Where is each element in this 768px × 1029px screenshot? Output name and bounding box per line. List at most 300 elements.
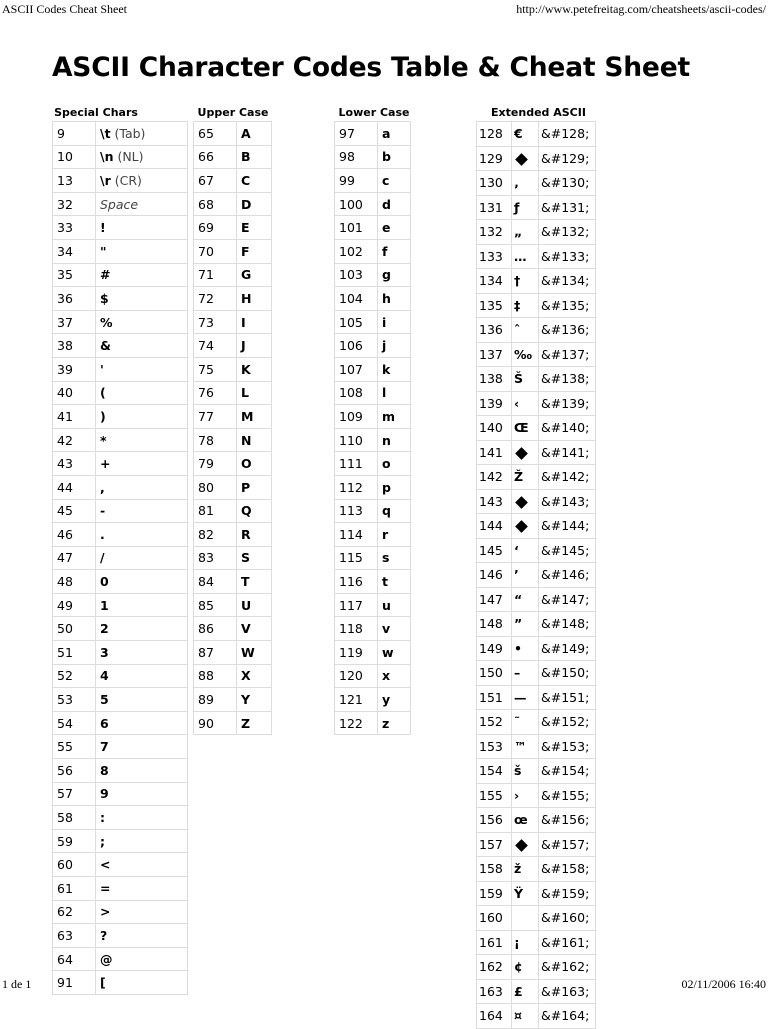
- table-row: [194, 711, 272, 735]
- char-code: 91: [53, 971, 96, 995]
- char-symbol: y: [382, 692, 391, 708]
- char-symbol: \t: [100, 125, 111, 141]
- char-symbol: H: [241, 290, 252, 306]
- char-glyph: [237, 499, 272, 523]
- char-code: 57: [53, 782, 96, 806]
- html-entity: &#159;: [539, 881, 596, 906]
- table-row: [335, 452, 411, 476]
- table-row: [477, 146, 596, 171]
- char-glyph: [512, 171, 539, 196]
- html-entity: &#153;: [539, 734, 596, 759]
- table-row: [477, 220, 596, 245]
- char-glyph: [237, 546, 272, 570]
- char-glyph: [512, 244, 539, 269]
- table-row: [335, 287, 411, 311]
- table-row: [53, 334, 188, 358]
- char-code: 139: [477, 391, 512, 416]
- char-code: 141: [477, 440, 512, 465]
- char-glyph: [96, 381, 188, 405]
- table-row: [477, 734, 596, 759]
- table-row: [53, 428, 188, 452]
- char-glyph: [512, 857, 539, 882]
- char-symbol: 3: [100, 644, 109, 660]
- char-code: 97: [335, 122, 378, 146]
- char-glyph: [96, 570, 188, 594]
- char-symbol: /: [100, 550, 105, 566]
- char-symbol: 7: [100, 739, 109, 755]
- char-code: 142: [477, 465, 512, 490]
- char-symbol: Œ: [514, 420, 529, 436]
- table-row: [53, 381, 188, 405]
- table-row: [194, 357, 272, 381]
- table-row: [53, 287, 188, 311]
- char-symbol: 6: [100, 715, 109, 731]
- table-row: [477, 832, 596, 857]
- char-symbol: [: [100, 975, 106, 991]
- char-code: 112: [335, 475, 378, 499]
- extended-ascii-table: [476, 121, 596, 1029]
- char-code: 44: [53, 475, 96, 499]
- print-header-url: http://www.petefreitag.com/cheatsheets/ascii-codes/: [516, 2, 766, 16]
- char-glyph: [237, 593, 272, 617]
- char-code: 146: [477, 563, 512, 588]
- char-symbol: 9: [100, 786, 109, 802]
- char-symbol: †: [514, 273, 521, 289]
- char-code: 145: [477, 538, 512, 563]
- char-symbol: x: [382, 668, 391, 684]
- html-entity: &#146;: [539, 563, 596, 588]
- char-glyph: [512, 636, 539, 661]
- char-code: 104: [335, 287, 378, 311]
- table-row: [477, 685, 596, 710]
- char-code: 70: [194, 239, 237, 263]
- table-row: [335, 593, 411, 617]
- table-row: [53, 900, 188, 924]
- char-symbol: Y: [241, 692, 251, 708]
- char-code: 67: [194, 169, 237, 193]
- char-glyph: [378, 216, 411, 240]
- char-code: 13: [53, 169, 96, 193]
- table-row: [477, 563, 596, 588]
- char-glyph: [512, 269, 539, 294]
- char-symbol: X: [241, 668, 251, 684]
- table-row: [477, 710, 596, 735]
- html-entity: &#138;: [539, 367, 596, 392]
- char-symbol: P: [241, 479, 251, 495]
- char-symbol: …: [514, 248, 527, 264]
- char-code: 64: [53, 947, 96, 971]
- char-glyph: [96, 405, 188, 429]
- char-glyph: [237, 475, 272, 499]
- char-glyph: [512, 685, 539, 710]
- char-symbol: U: [241, 597, 252, 613]
- char-code: 77: [194, 405, 237, 429]
- undefined-char-diamond-icon: [515, 496, 528, 509]
- char-code: 100: [335, 192, 378, 216]
- char-glyph: [237, 452, 272, 476]
- char-code: 80: [194, 475, 237, 499]
- char-symbol: w: [382, 644, 394, 660]
- char-glyph: [96, 782, 188, 806]
- html-entity: &#135;: [539, 293, 596, 318]
- html-entity: &#157;: [539, 832, 596, 857]
- char-glyph: [96, 263, 188, 287]
- char-symbol: ¤: [514, 1008, 522, 1024]
- char-symbol: 2: [100, 621, 109, 637]
- char-glyph: [237, 263, 272, 287]
- table-row: [335, 357, 411, 381]
- char-glyph: [237, 405, 272, 429]
- char-symbol: t: [382, 574, 388, 590]
- char-glyph: [512, 440, 539, 465]
- char-code: 120: [335, 664, 378, 688]
- char-code: 51: [53, 641, 96, 665]
- char-symbol: h: [382, 290, 391, 306]
- char-symbol: b: [382, 149, 391, 165]
- char-code: 160: [477, 906, 512, 931]
- table-row: [335, 664, 411, 688]
- table-row: [53, 924, 188, 948]
- char-code: 157: [477, 832, 512, 857]
- char-glyph: [512, 391, 539, 416]
- char-symbol: €: [514, 126, 523, 142]
- char-symbol: „: [514, 224, 523, 240]
- char-glyph: [512, 783, 539, 808]
- char-code: 10: [53, 145, 96, 169]
- char-code: 115: [335, 546, 378, 570]
- html-entity: &#164;: [539, 1004, 596, 1029]
- char-code: 89: [194, 688, 237, 712]
- table-row: [194, 239, 272, 263]
- char-glyph: [378, 334, 411, 358]
- table-row: [194, 546, 272, 570]
- table-row: [477, 195, 596, 220]
- char-symbol: I: [241, 314, 246, 330]
- char-code: 111: [335, 452, 378, 476]
- table-row: [194, 122, 272, 146]
- print-footer-datetime: 02/11/2006 16:40: [681, 977, 766, 991]
- table-row: [477, 171, 596, 196]
- char-glyph: [96, 428, 188, 452]
- char-symbol: Ž: [514, 469, 524, 485]
- html-entity: &#149;: [539, 636, 596, 661]
- char-symbol: o: [382, 456, 391, 472]
- char-glyph: [378, 239, 411, 263]
- char-symbol: ): [100, 408, 106, 424]
- table-row: [335, 523, 411, 547]
- char-code: 45: [53, 499, 96, 523]
- char-code: 52: [53, 664, 96, 688]
- html-entity: &#134;: [539, 269, 596, 294]
- char-symbol: K: [241, 361, 251, 377]
- char-glyph: [512, 832, 539, 857]
- char-code: 87: [194, 641, 237, 665]
- char-glyph: [512, 661, 539, 686]
- char-code: 152: [477, 710, 512, 735]
- table-row: [477, 489, 596, 514]
- char-code: 74: [194, 334, 237, 358]
- char-glyph: [512, 808, 539, 833]
- char-code: 41: [53, 405, 96, 429]
- char-code: 117: [335, 593, 378, 617]
- html-entity: &#139;: [539, 391, 596, 416]
- char-glyph: [96, 853, 188, 877]
- char-glyph: [378, 499, 411, 523]
- char-symbol: ˜: [514, 714, 521, 730]
- char-glyph: [378, 145, 411, 169]
- char-symbol: 5: [100, 692, 109, 708]
- char-symbol: £: [514, 983, 523, 999]
- char-code: 119: [335, 641, 378, 665]
- extended-ascii-heading: Extended ASCII: [491, 106, 586, 119]
- html-entity: &#155;: [539, 783, 596, 808]
- char-glyph: [512, 563, 539, 588]
- table-row: [53, 711, 188, 735]
- char-symbol: ‘: [514, 542, 519, 558]
- html-entity: &#158;: [539, 857, 596, 882]
- table-row: [194, 452, 272, 476]
- char-code: 153: [477, 734, 512, 759]
- char-glyph: [96, 239, 188, 263]
- char-glyph: [237, 310, 272, 334]
- char-symbol: z: [382, 715, 390, 731]
- table-row: [477, 930, 596, 955]
- html-entity: &#161;: [539, 930, 596, 955]
- table-row: [53, 735, 188, 759]
- char-code: 99: [335, 169, 378, 193]
- char-code: 65: [194, 122, 237, 146]
- char-glyph: [96, 122, 188, 146]
- char-symbol: ‹: [514, 395, 520, 411]
- char-note: (Tab): [110, 125, 146, 141]
- char-symbol: q: [382, 503, 391, 519]
- char-glyph: [96, 546, 188, 570]
- char-symbol: V: [241, 621, 251, 637]
- char-glyph: [512, 538, 539, 563]
- char-symbol: ™: [514, 738, 527, 754]
- char-glyph: [378, 546, 411, 570]
- char-code: 102: [335, 239, 378, 263]
- char-code: 144: [477, 514, 512, 539]
- table-row: [194, 169, 272, 193]
- char-symbol: ": [100, 243, 107, 259]
- table-row: [194, 475, 272, 499]
- char-symbol: r: [382, 526, 389, 542]
- table-row: [477, 122, 596, 147]
- char-glyph: [96, 947, 188, 971]
- table-row: [477, 955, 596, 980]
- char-glyph: [512, 955, 539, 980]
- html-entity: &#132;: [539, 220, 596, 245]
- char-code: 37: [53, 310, 96, 334]
- char-glyph: [378, 428, 411, 452]
- table-row: [477, 367, 596, 392]
- char-code: 136: [477, 318, 512, 343]
- char-glyph: [237, 239, 272, 263]
- table-row: [477, 342, 596, 367]
- char-glyph: [237, 287, 272, 311]
- char-glyph: [96, 641, 188, 665]
- char-code: 35: [53, 263, 96, 287]
- print-header-title: ASCII Codes Cheat Sheet: [2, 2, 127, 16]
- char-glyph: [96, 334, 188, 358]
- char-code: 58: [53, 806, 96, 830]
- char-symbol: \r: [100, 172, 111, 188]
- table-row: [53, 688, 188, 712]
- table-row: [194, 499, 272, 523]
- char-glyph: [96, 735, 188, 759]
- special-chars-column: [52, 105, 188, 995]
- char-symbol: a: [382, 125, 391, 141]
- char-code: 55: [53, 735, 96, 759]
- char-symbol: u: [382, 597, 391, 613]
- char-code: 54: [53, 711, 96, 735]
- table-row: [53, 641, 188, 665]
- table-row: [53, 570, 188, 594]
- char-code: 114: [335, 523, 378, 547]
- char-symbol: j: [382, 338, 387, 354]
- char-glyph: [237, 617, 272, 641]
- table-row: [335, 641, 411, 665]
- table-row: [53, 452, 188, 476]
- char-code: 46: [53, 523, 96, 547]
- char-glyph: [378, 310, 411, 334]
- char-code: 109: [335, 405, 378, 429]
- char-glyph: [512, 318, 539, 343]
- char-symbol: A: [241, 125, 251, 141]
- char-glyph: [237, 570, 272, 594]
- table-row: [335, 617, 411, 641]
- char-glyph: [96, 829, 188, 853]
- char-code: 32: [53, 192, 96, 216]
- char-code: 60: [53, 853, 96, 877]
- table-row: [335, 381, 411, 405]
- char-symbol: ’: [514, 567, 519, 583]
- table-row: [335, 192, 411, 216]
- table-row: [335, 310, 411, 334]
- char-glyph: [378, 711, 411, 735]
- table-row: [53, 664, 188, 688]
- char-code: 133: [477, 244, 512, 269]
- char-glyph: [96, 688, 188, 712]
- char-symbol: W: [241, 644, 255, 660]
- table-row: [477, 906, 596, 931]
- table-row: [53, 145, 188, 169]
- html-entity: &#145;: [539, 538, 596, 563]
- char-symbol: s: [382, 550, 390, 566]
- char-code: 113: [335, 499, 378, 523]
- char-glyph: [237, 169, 272, 193]
- table-row: [477, 416, 596, 441]
- char-symbol: “: [514, 591, 523, 607]
- table-row: [477, 587, 596, 612]
- table-row: [53, 806, 188, 830]
- char-glyph: [96, 924, 188, 948]
- table-row: [335, 169, 411, 193]
- table-row: [194, 310, 272, 334]
- char-glyph: [96, 216, 188, 240]
- table-row: [477, 808, 596, 833]
- table-row: [335, 239, 411, 263]
- char-code: 63: [53, 924, 96, 948]
- char-glyph: [512, 979, 539, 1004]
- char-code: 150: [477, 661, 512, 686]
- table-row: [335, 546, 411, 570]
- char-symbol: ?: [100, 927, 108, 943]
- char-code: 59: [53, 829, 96, 853]
- char-glyph: [378, 475, 411, 499]
- table-row: [53, 971, 188, 995]
- char-glyph: [96, 357, 188, 381]
- char-glyph: [512, 195, 539, 220]
- char-code: 82: [194, 523, 237, 547]
- char-code: 159: [477, 881, 512, 906]
- undefined-char-diamond-icon: [515, 839, 528, 852]
- table-row: [477, 391, 596, 416]
- char-symbol: n: [382, 432, 391, 448]
- char-glyph: [96, 145, 188, 169]
- table-row: [477, 440, 596, 465]
- html-entity: &#137;: [539, 342, 596, 367]
- char-glyph: [237, 688, 272, 712]
- char-code: 122: [335, 711, 378, 735]
- char-glyph: [512, 612, 539, 637]
- upper-case-table: [193, 121, 272, 735]
- table-row: [477, 612, 596, 637]
- char-symbol: #: [100, 267, 111, 283]
- char-symbol: ,: [100, 479, 105, 495]
- char-glyph: [378, 452, 411, 476]
- table-row: [194, 688, 272, 712]
- char-code: 83: [194, 546, 237, 570]
- html-entity: &#150;: [539, 661, 596, 686]
- char-symbol: ž: [514, 861, 522, 877]
- table-row: [194, 523, 272, 547]
- char-glyph: [96, 593, 188, 617]
- special-chars-table: [52, 121, 188, 995]
- html-entity: &#141;: [539, 440, 596, 465]
- char-glyph: [512, 489, 539, 514]
- char-glyph: [512, 342, 539, 367]
- table-row: [53, 122, 188, 146]
- char-symbol: ›: [514, 787, 520, 803]
- char-code: 158: [477, 857, 512, 882]
- char-glyph: [237, 216, 272, 240]
- table-row: [335, 428, 411, 452]
- char-symbol: !: [100, 220, 106, 236]
- char-symbol: f: [382, 243, 388, 259]
- char-symbol: ‰: [514, 346, 532, 362]
- char-symbol: —: [514, 689, 527, 705]
- char-code: 108: [335, 381, 378, 405]
- char-symbol: 4: [100, 668, 109, 684]
- undefined-char-diamond-icon: [515, 153, 528, 166]
- html-entity: &#129;: [539, 146, 596, 171]
- char-code: 164: [477, 1004, 512, 1029]
- char-glyph: [378, 688, 411, 712]
- char-glyph: [96, 192, 188, 216]
- table-row: [53, 499, 188, 523]
- char-code: 39: [53, 357, 96, 381]
- char-code: 137: [477, 342, 512, 367]
- char-code: 140: [477, 416, 512, 441]
- char-code: 163: [477, 979, 512, 1004]
- char-code: 135: [477, 293, 512, 318]
- char-symbol: D: [241, 196, 252, 212]
- char-symbol: Ÿ: [514, 885, 524, 901]
- char-code: 88: [194, 664, 237, 688]
- char-symbol: T: [241, 574, 250, 590]
